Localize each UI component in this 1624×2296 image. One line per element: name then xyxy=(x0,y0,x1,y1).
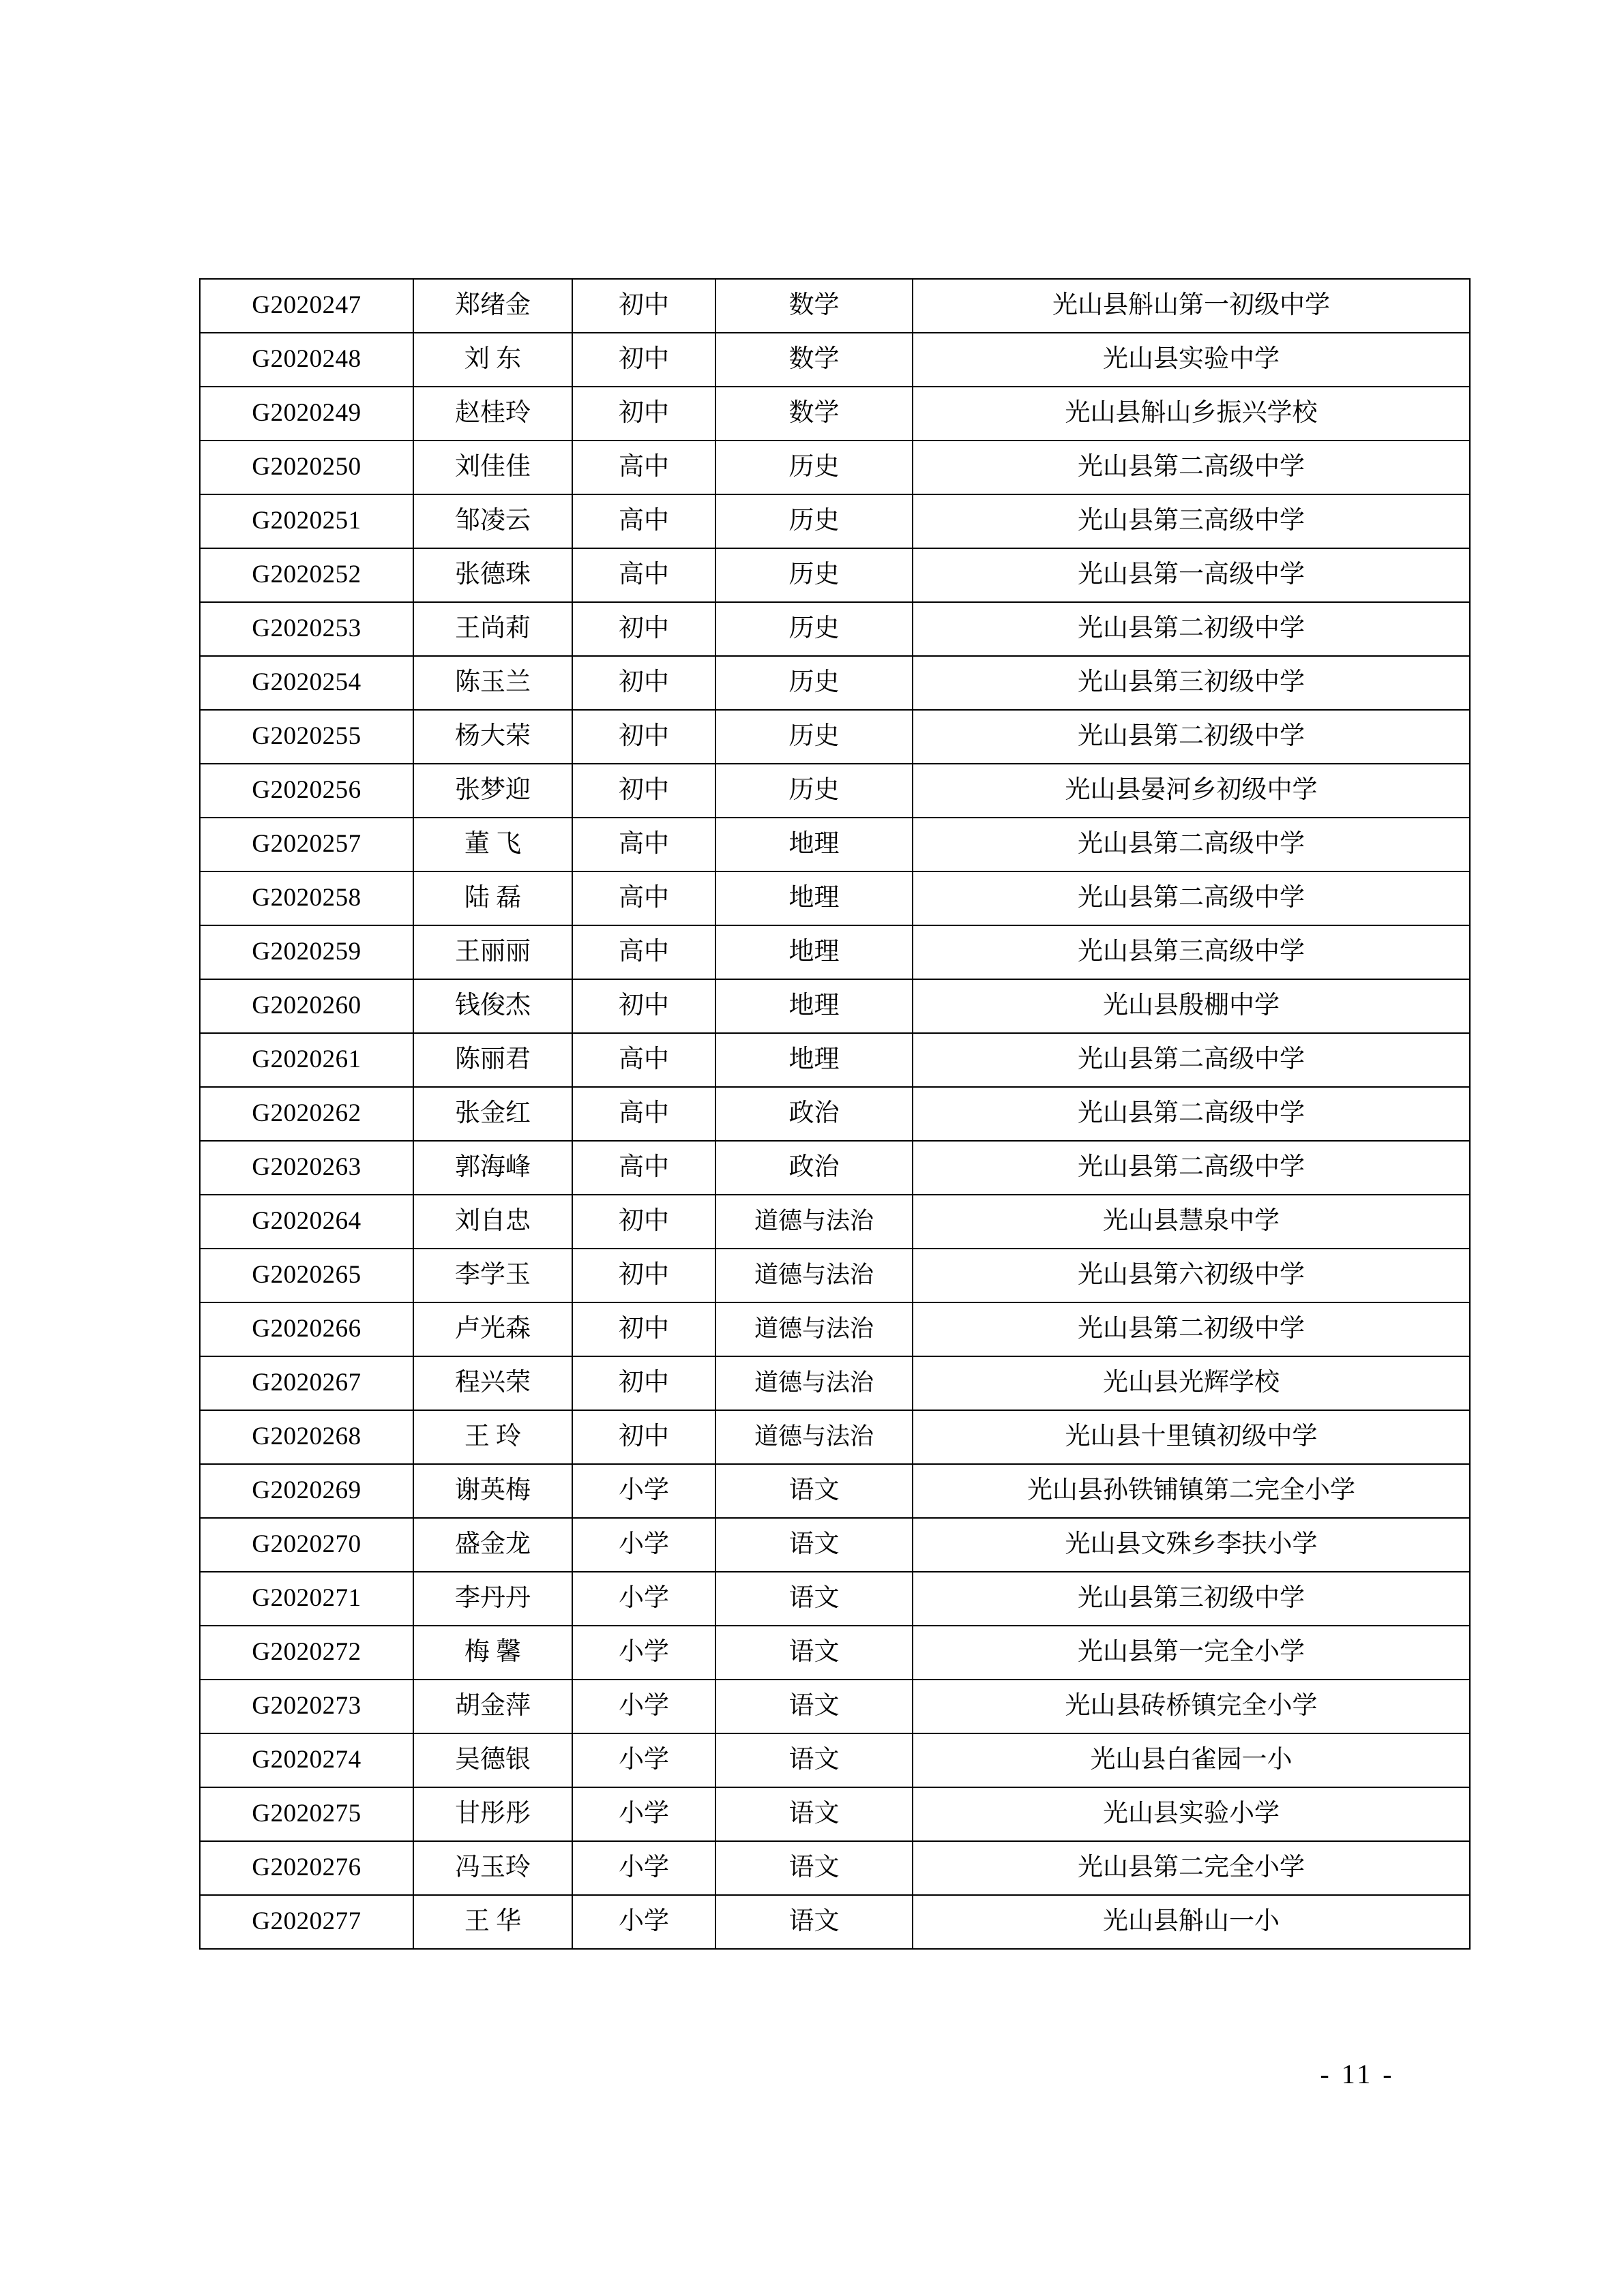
cell-school-level: 小学 xyxy=(572,1841,715,1895)
cell-candidate-name: 陈丽君 xyxy=(413,1033,572,1087)
cell-candidate-id: G2020251 xyxy=(200,494,413,548)
cell-candidate-name: 王尚莉 xyxy=(413,602,572,656)
table-row xyxy=(200,1895,1470,1949)
cell-work-unit: 光山县慧泉中学 xyxy=(913,1195,1470,1249)
cell-school-level: 初中 xyxy=(572,279,715,333)
cell-school-level: 小学 xyxy=(572,1787,715,1841)
cell-candidate-id: G2020258 xyxy=(200,871,413,925)
cell-work-unit: 光山县孙铁铺镇第二完全小学 xyxy=(913,1464,1470,1518)
table-row xyxy=(200,1141,1470,1195)
cell-candidate-name: 张德珠 xyxy=(413,548,572,602)
cell-candidate-id: G2020266 xyxy=(200,1302,413,1356)
cell-school-level: 初中 xyxy=(572,602,715,656)
cell-candidate-name: 甘彤彤 xyxy=(413,1787,572,1841)
cell-candidate-name: 王 玲 xyxy=(413,1410,572,1464)
cell-subject: 语文 xyxy=(715,1895,913,1949)
cell-subject: 数学 xyxy=(715,387,913,441)
cell-subject: 历史 xyxy=(715,656,913,710)
cell-candidate-id: G2020259 xyxy=(200,925,413,979)
cell-school-level: 初中 xyxy=(572,764,715,818)
cell-candidate-id: G2020254 xyxy=(200,656,413,710)
cell-work-unit: 光山县白雀园一小 xyxy=(913,1733,1470,1787)
cell-candidate-id: G2020260 xyxy=(200,979,413,1033)
cell-school-level: 初中 xyxy=(572,656,715,710)
cell-subject: 语文 xyxy=(715,1626,913,1680)
cell-school-level: 初中 xyxy=(572,387,715,441)
table-row xyxy=(200,333,1470,387)
cell-candidate-name: 王丽丽 xyxy=(413,925,572,979)
cell-subject: 地理 xyxy=(715,1033,913,1087)
cell-school-level: 初中 xyxy=(572,1410,715,1464)
cell-candidate-name: 张金红 xyxy=(413,1087,572,1141)
table-row xyxy=(200,494,1470,548)
cell-candidate-name: 杨大荣 xyxy=(413,710,572,764)
table-row xyxy=(200,387,1470,441)
cell-school-level: 高中 xyxy=(572,1141,715,1195)
cell-subject: 政治 xyxy=(715,1087,913,1141)
cell-candidate-id: G2020268 xyxy=(200,1410,413,1464)
cell-candidate-name: 董 飞 xyxy=(413,818,572,871)
cell-candidate-id: G2020249 xyxy=(200,387,413,441)
cell-school-level: 初中 xyxy=(572,1195,715,1249)
cell-subject: 历史 xyxy=(715,764,913,818)
cell-subject: 历史 xyxy=(715,548,913,602)
cell-subject: 政治 xyxy=(715,1141,913,1195)
table-row xyxy=(200,979,1470,1033)
table-row xyxy=(200,818,1470,871)
table-row xyxy=(200,1680,1470,1733)
cell-candidate-name: 卢光森 xyxy=(413,1302,572,1356)
cell-candidate-name: 赵桂玲 xyxy=(413,387,572,441)
cell-subject: 道德与法治 xyxy=(715,1195,913,1249)
table-row xyxy=(200,279,1470,333)
cell-candidate-name: 盛金龙 xyxy=(413,1518,572,1572)
cell-candidate-id: G2020276 xyxy=(200,1841,413,1895)
cell-subject: 历史 xyxy=(715,441,913,494)
cell-subject: 历史 xyxy=(715,710,913,764)
cell-work-unit: 光山县第一完全小学 xyxy=(913,1626,1470,1680)
cell-school-level: 小学 xyxy=(572,1680,715,1733)
cell-work-unit: 光山县第二高级中学 xyxy=(913,441,1470,494)
cell-subject: 道德与法治 xyxy=(715,1356,913,1410)
cell-school-level: 高中 xyxy=(572,871,715,925)
cell-subject: 道德与法治 xyxy=(715,1249,913,1302)
cell-school-level: 初中 xyxy=(572,1356,715,1410)
table-row xyxy=(200,1626,1470,1680)
cell-work-unit: 光山县第一高级中学 xyxy=(913,548,1470,602)
cell-candidate-id: G2020263 xyxy=(200,1141,413,1195)
table-row xyxy=(200,1518,1470,1572)
cell-candidate-name: 李学玉 xyxy=(413,1249,572,1302)
cell-candidate-id: G2020248 xyxy=(200,333,413,387)
cell-candidate-name: 冯玉玲 xyxy=(413,1841,572,1895)
cell-subject: 数学 xyxy=(715,279,913,333)
table-row xyxy=(200,656,1470,710)
cell-work-unit: 光山县晏河乡初级中学 xyxy=(913,764,1470,818)
table-row xyxy=(200,441,1470,494)
cell-candidate-id: G2020250 xyxy=(200,441,413,494)
cell-candidate-id: G2020261 xyxy=(200,1033,413,1087)
cell-subject: 语文 xyxy=(715,1464,913,1518)
table-row xyxy=(200,1356,1470,1410)
table-row xyxy=(200,1572,1470,1626)
cell-work-unit: 光山县斛山一小 xyxy=(913,1895,1470,1949)
cell-work-unit: 光山县第二初级中学 xyxy=(913,710,1470,764)
cell-work-unit: 光山县第三高级中学 xyxy=(913,925,1470,979)
cell-school-level: 高中 xyxy=(572,925,715,979)
cell-school-level: 初中 xyxy=(572,333,715,387)
table-row xyxy=(200,1410,1470,1464)
table-row xyxy=(200,1733,1470,1787)
table-row xyxy=(200,1787,1470,1841)
table-row xyxy=(200,1841,1470,1895)
cell-work-unit: 光山县第二初级中学 xyxy=(913,602,1470,656)
cell-school-level: 高中 xyxy=(572,1033,715,1087)
page-number: - 11 - xyxy=(1320,2059,1395,2089)
cell-candidate-id: G2020256 xyxy=(200,764,413,818)
cell-subject: 地理 xyxy=(715,925,913,979)
cell-work-unit: 光山县第二高级中学 xyxy=(913,818,1470,871)
candidate-roster-table xyxy=(199,278,1471,1950)
cell-work-unit: 光山县斛山乡振兴学校 xyxy=(913,387,1470,441)
cell-candidate-id: G2020270 xyxy=(200,1518,413,1572)
cell-work-unit: 光山县第二高级中学 xyxy=(913,1141,1470,1195)
cell-candidate-id: G2020273 xyxy=(200,1680,413,1733)
cell-school-level: 初中 xyxy=(572,1302,715,1356)
cell-school-level: 高中 xyxy=(572,818,715,871)
cell-school-level: 高中 xyxy=(572,548,715,602)
cell-school-level: 高中 xyxy=(572,494,715,548)
cell-subject: 地理 xyxy=(715,871,913,925)
cell-school-level: 小学 xyxy=(572,1518,715,1572)
cell-candidate-name: 郭海峰 xyxy=(413,1141,572,1195)
cell-subject: 语文 xyxy=(715,1733,913,1787)
table-row xyxy=(200,764,1470,818)
cell-school-level: 小学 xyxy=(572,1733,715,1787)
cell-subject: 道德与法治 xyxy=(715,1410,913,1464)
cell-subject: 语文 xyxy=(715,1518,913,1572)
cell-school-level: 初中 xyxy=(572,979,715,1033)
cell-candidate-id: G2020253 xyxy=(200,602,413,656)
cell-work-unit: 光山县实验中学 xyxy=(913,333,1470,387)
cell-subject: 语文 xyxy=(715,1787,913,1841)
cell-candidate-name: 邹凌云 xyxy=(413,494,572,548)
cell-work-unit: 光山县实验小学 xyxy=(913,1787,1470,1841)
cell-work-unit: 光山县第三初级中学 xyxy=(913,1572,1470,1626)
cell-subject: 数学 xyxy=(715,333,913,387)
cell-work-unit: 光山县第六初级中学 xyxy=(913,1249,1470,1302)
cell-candidate-name: 李丹丹 xyxy=(413,1572,572,1626)
cell-candidate-name: 郑绪金 xyxy=(413,279,572,333)
table-row xyxy=(200,548,1470,602)
cell-candidate-id: G2020264 xyxy=(200,1195,413,1249)
cell-subject: 地理 xyxy=(715,979,913,1033)
cell-candidate-name: 梅 馨 xyxy=(413,1626,572,1680)
cell-candidate-id: G2020262 xyxy=(200,1087,413,1141)
cell-candidate-name: 张梦迎 xyxy=(413,764,572,818)
cell-candidate-name: 王 华 xyxy=(413,1895,572,1949)
cell-subject: 历史 xyxy=(715,602,913,656)
cell-subject: 道德与法治 xyxy=(715,1302,913,1356)
cell-work-unit: 光山县殷棚中学 xyxy=(913,979,1470,1033)
cell-work-unit: 光山县第二初级中学 xyxy=(913,1302,1470,1356)
cell-work-unit: 光山县第三高级中学 xyxy=(913,494,1470,548)
cell-work-unit: 光山县斛山第一初级中学 xyxy=(913,279,1470,333)
cell-candidate-name: 程兴荣 xyxy=(413,1356,572,1410)
cell-work-unit: 光山县第二完全小学 xyxy=(913,1841,1470,1895)
cell-candidate-name: 陆 磊 xyxy=(413,871,572,925)
cell-candidate-id: G2020275 xyxy=(200,1787,413,1841)
cell-school-level: 小学 xyxy=(572,1895,715,1949)
cell-school-level: 初中 xyxy=(572,1249,715,1302)
cell-candidate-name: 钱俊杰 xyxy=(413,979,572,1033)
cell-candidate-name: 刘佳佳 xyxy=(413,441,572,494)
cell-candidate-id: G2020271 xyxy=(200,1572,413,1626)
cell-candidate-id: G2020272 xyxy=(200,1626,413,1680)
cell-work-unit: 光山县第二高级中学 xyxy=(913,871,1470,925)
cell-candidate-id: G2020269 xyxy=(200,1464,413,1518)
cell-work-unit: 光山县十里镇初级中学 xyxy=(913,1410,1470,1464)
cell-candidate-id: G2020274 xyxy=(200,1733,413,1787)
cell-candidate-name: 陈玉兰 xyxy=(413,656,572,710)
cell-candidate-id: G2020247 xyxy=(200,279,413,333)
cell-candidate-id: G2020257 xyxy=(200,818,413,871)
cell-subject: 语文 xyxy=(715,1572,913,1626)
table-row xyxy=(200,1033,1470,1087)
table-body xyxy=(200,279,1470,1949)
cell-work-unit: 光山县第二高级中学 xyxy=(913,1033,1470,1087)
cell-work-unit: 光山县文殊乡李扶小学 xyxy=(913,1518,1470,1572)
cell-candidate-id: G2020255 xyxy=(200,710,413,764)
table-row xyxy=(200,602,1470,656)
cell-candidate-id: G2020252 xyxy=(200,548,413,602)
cell-work-unit: 光山县第二高级中学 xyxy=(913,1087,1470,1141)
table-row xyxy=(200,1464,1470,1518)
cell-subject: 历史 xyxy=(715,494,913,548)
cell-candidate-id: G2020265 xyxy=(200,1249,413,1302)
table-row xyxy=(200,1302,1470,1356)
cell-candidate-name: 谢英梅 xyxy=(413,1464,572,1518)
cell-school-level: 小学 xyxy=(572,1626,715,1680)
cell-school-level: 小学 xyxy=(572,1464,715,1518)
cell-candidate-id: G2020277 xyxy=(200,1895,413,1949)
cell-school-level: 小学 xyxy=(572,1572,715,1626)
cell-work-unit: 光山县砖桥镇完全小学 xyxy=(913,1680,1470,1733)
cell-subject: 地理 xyxy=(715,818,913,871)
cell-candidate-name: 刘 东 xyxy=(413,333,572,387)
table-row xyxy=(200,1087,1470,1141)
cell-candidate-name: 刘自忠 xyxy=(413,1195,572,1249)
cell-school-level: 高中 xyxy=(572,441,715,494)
cell-subject: 语文 xyxy=(715,1841,913,1895)
table-row xyxy=(200,1249,1470,1302)
cell-candidate-id: G2020267 xyxy=(200,1356,413,1410)
cell-candidate-name: 吴德银 xyxy=(413,1733,572,1787)
cell-candidate-name: 胡金萍 xyxy=(413,1680,572,1733)
cell-work-unit: 光山县光辉学校 xyxy=(913,1356,1470,1410)
table-row xyxy=(200,925,1470,979)
table-row xyxy=(200,871,1470,925)
cell-subject: 语文 xyxy=(715,1680,913,1733)
table-row xyxy=(200,1195,1470,1249)
cell-school-level: 初中 xyxy=(572,710,715,764)
table-row xyxy=(200,710,1470,764)
cell-work-unit: 光山县第三初级中学 xyxy=(913,656,1470,710)
cell-school-level: 高中 xyxy=(572,1087,715,1141)
